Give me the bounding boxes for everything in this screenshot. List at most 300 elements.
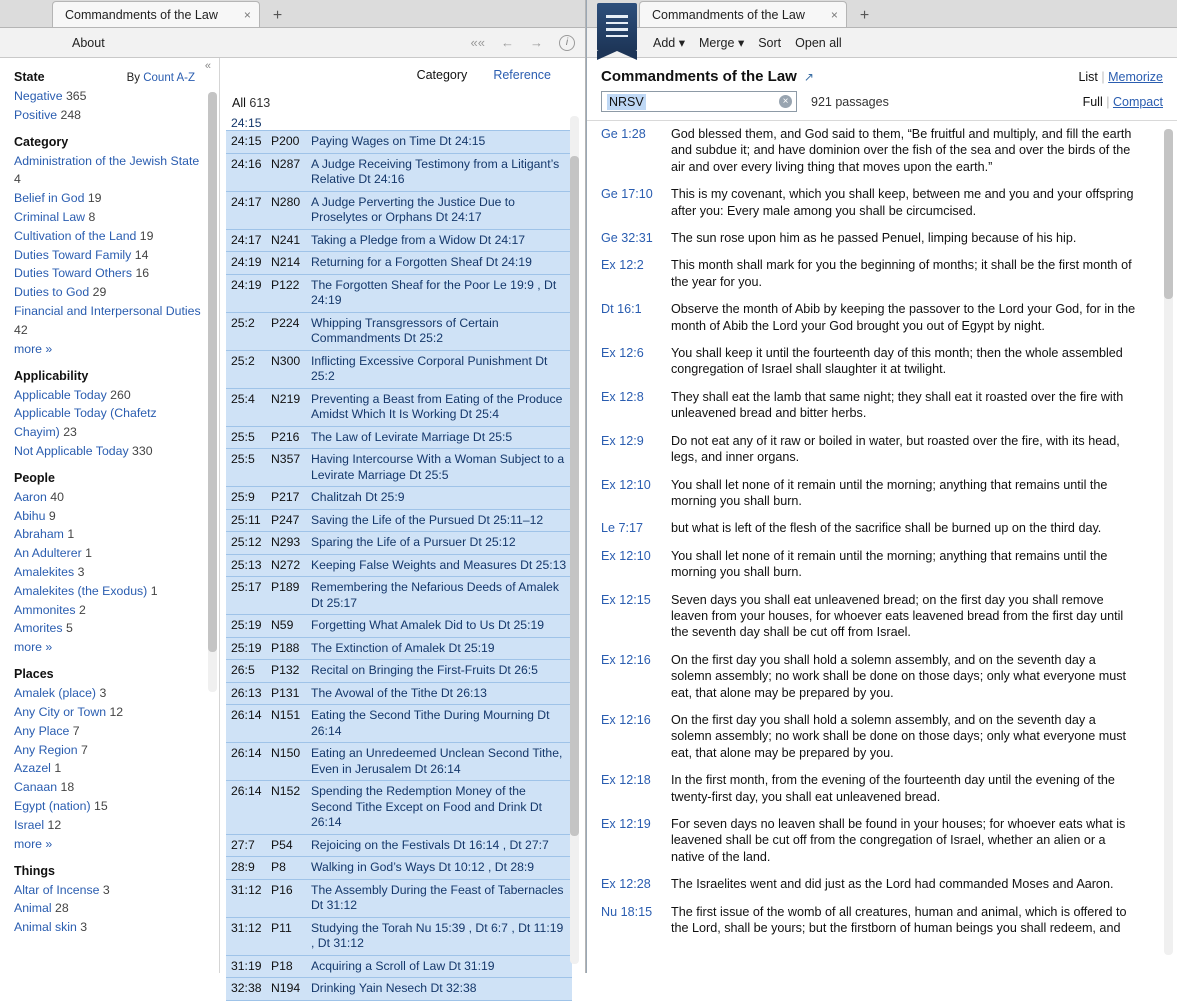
facet-group-category-title: Category xyxy=(14,134,69,149)
row-code: P200 xyxy=(266,131,306,154)
sort-by-label: By xyxy=(126,71,141,84)
table-row[interactable] xyxy=(226,131,572,154)
row-code: P216 xyxy=(266,426,306,449)
row-reference: 24:19 xyxy=(226,252,266,275)
merge-menu[interactable] xyxy=(699,35,744,50)
facet-label: Belief in God xyxy=(14,191,85,206)
right-tab-strip xyxy=(587,0,1177,28)
verse-reference[interactable]: Ex 12:10 xyxy=(601,477,651,492)
list-item[interactable] xyxy=(587,871,1162,898)
facet-count: 1 xyxy=(54,761,62,776)
table-row[interactable] xyxy=(226,509,572,532)
verse-reference[interactable]: Nu 18:15 xyxy=(601,904,653,919)
row-code: P122 xyxy=(266,274,306,312)
row-title[interactable]: The Avowal of the Tithe Dt 26:13 xyxy=(306,682,572,705)
left-tab-label: Commandments of the Law xyxy=(65,7,218,22)
facet-item-positive[interactable] xyxy=(14,106,219,125)
verse-reference[interactable]: Ge 17:10 xyxy=(601,187,653,202)
row-title[interactable]: Recital on Bringing the First-Fruits Dt 26:5 xyxy=(306,660,572,683)
row-reference: 27:7 xyxy=(226,834,266,857)
row-code: N241 xyxy=(266,229,306,252)
list-item[interactable] xyxy=(587,121,1162,181)
table-row[interactable] xyxy=(226,350,572,388)
row-reference: 32:38 xyxy=(226,978,266,1001)
row-code: P189 xyxy=(266,577,306,615)
row-reference: 26:14 xyxy=(226,705,266,743)
left-window xyxy=(0,0,586,995)
table-row[interactable] xyxy=(226,637,572,660)
row-title[interactable]: Having Intercourse With a Woman Subject to a Levirate Marriage Dt 25:5 xyxy=(306,449,572,487)
verse-reference[interactable]: Ge 32:31 xyxy=(601,231,653,246)
row-code: P188 xyxy=(266,637,306,660)
table-row[interactable] xyxy=(226,743,572,781)
facet-more-places[interactable]: more » xyxy=(14,836,53,851)
row-reference: 25:17 xyxy=(226,577,266,615)
facet-label: An Adulterer xyxy=(14,546,82,561)
row-code: N214 xyxy=(266,252,306,275)
row-title[interactable]: Studying the Torah Nu 15:39 , Dt 6:7 , Dt 11:19 , Dt 31:12 xyxy=(306,917,572,955)
row-reference: 31:12 xyxy=(226,917,266,955)
tab-category[interactable]: Category xyxy=(416,68,468,82)
results-panel xyxy=(220,58,585,995)
facet-scrollbar[interactable] xyxy=(208,92,217,692)
verse-reference[interactable]: Ex 12:19 xyxy=(601,817,651,831)
facet-label: Abraham xyxy=(14,527,64,542)
facet-item-negative[interactable] xyxy=(14,87,219,106)
facet-count: 260 xyxy=(110,387,131,402)
close-icon[interactable]: × xyxy=(830,7,838,22)
verse-list xyxy=(587,120,1177,960)
facet-item-any-city[interactable] xyxy=(14,703,219,722)
close-icon[interactable]: × xyxy=(243,7,251,22)
verse-reference[interactable]: Ex 12:8 xyxy=(601,389,644,404)
row-title[interactable]: Drinking Yain Nesech Dt 32:38 xyxy=(306,978,572,1001)
row-code: P11 xyxy=(266,917,306,955)
view-mode-toggle: List | Memorize xyxy=(1078,69,1163,84)
row-code: P224 xyxy=(266,312,306,350)
verse-text: You shall let none of it remain until the morning; anything that remains until the morning you shall burn. xyxy=(671,548,1108,580)
row-code: P16 xyxy=(266,879,306,917)
verse-scrollbar[interactable] xyxy=(1164,129,1173,955)
facet-count: 16 xyxy=(135,266,150,281)
row-title[interactable]: Rejoicing on the Festivals Dt 16:14 , Dt 27:7 xyxy=(306,834,572,857)
table-row[interactable] xyxy=(226,449,572,487)
row-title[interactable]: Preventing a Beast from Eating of the Produce Amidst Which It Is Working Dt 25:4 xyxy=(306,388,572,426)
facet-count: 42 xyxy=(14,322,28,337)
row-reference: 25:9 xyxy=(226,487,266,510)
row-title[interactable]: Saving the Life of the Pursued Dt 25:11–12 xyxy=(306,509,572,532)
new-tab-button[interactable]: + xyxy=(859,7,870,24)
row-reference: 26:14 xyxy=(226,743,266,781)
list-item[interactable] xyxy=(587,707,1162,767)
facet-item-any-place[interactable] xyxy=(14,722,219,741)
facet-item-abraham[interactable] xyxy=(14,525,219,544)
facet-item-criminal-law[interactable] xyxy=(14,208,219,227)
facet-item-applicable-chafetz[interactable] xyxy=(14,404,219,442)
verse-reference[interactable]: Ge 1:28 xyxy=(601,127,646,141)
verse-reference[interactable]: Ex 12:9 xyxy=(601,433,644,448)
list-item[interactable] xyxy=(587,225,1162,252)
results-all-count: 613 xyxy=(249,96,271,110)
table-row[interactable] xyxy=(226,532,572,555)
row-title[interactable]: Returning for a Forgotten Sheaf Dt 24:19 xyxy=(306,252,572,275)
facet-item-amalek-place[interactable] xyxy=(14,684,219,703)
row-code: N293 xyxy=(266,532,306,555)
facet-label: Egypt (nation) xyxy=(14,798,91,813)
verse-reference[interactable]: Ex 12:18 xyxy=(601,773,651,788)
facet-count: 29 xyxy=(92,285,107,300)
row-title[interactable]: Taking a Pledge from a Widow Dt 24:17 xyxy=(306,229,572,252)
row-code: P131 xyxy=(266,682,306,705)
facet-item-azazel[interactable] xyxy=(14,759,219,778)
verse-text: On the first day you shall hold a solemn assembly, and on the seventh day a solemn assembly; no work shall be done on those days; only what everyone must eat, that alone may be prepared by you. xyxy=(671,712,1127,760)
facet-group-places-title: Places xyxy=(14,667,54,682)
facet-count: 7 xyxy=(72,723,80,738)
row-reference: 25:4 xyxy=(226,388,266,426)
table-row[interactable] xyxy=(226,781,572,835)
facet-count: 19 xyxy=(139,228,154,243)
facet-item-duties-family[interactable] xyxy=(14,246,219,265)
facet-label: Azazel xyxy=(14,761,51,776)
list-item[interactable] xyxy=(587,515,1162,542)
list-item[interactable] xyxy=(587,181,1162,225)
back-icon[interactable]: ← xyxy=(501,35,514,50)
facet-item-amorites[interactable] xyxy=(14,619,219,638)
table-row[interactable] xyxy=(226,252,572,275)
row-title[interactable]: Keeping False Weights and Measures Dt 25:13 xyxy=(306,554,572,577)
row-reference: 26:5 xyxy=(226,660,266,683)
facet-label: Positive xyxy=(14,107,58,122)
verse-reference[interactable]: Le 7:17 xyxy=(601,521,644,536)
sort-alphabetical[interactable]: A-Z xyxy=(176,71,195,84)
table-row[interactable] xyxy=(226,857,572,880)
row-reference: 26:13 xyxy=(226,682,266,705)
right-tab[interactable] xyxy=(639,1,847,27)
facet-sort-controls xyxy=(127,72,195,84)
new-tab-button[interactable]: + xyxy=(272,7,283,24)
table-row[interactable] xyxy=(226,274,572,312)
facet-item-egypt[interactable] xyxy=(14,797,219,816)
row-title[interactable]: Forgetting What Amalek Did to Us Dt 25:19 xyxy=(306,615,572,638)
facet-item-financial[interactable] xyxy=(14,302,219,340)
facet-group-state-title: State xyxy=(14,70,45,84)
facet-item-israel[interactable] xyxy=(14,816,219,835)
facet-item-duties-to-god[interactable] xyxy=(14,283,219,302)
add-menu-label: Add xyxy=(653,36,676,50)
facet-item-any-region[interactable] xyxy=(14,741,219,760)
verse-text: Do not eat any of it raw or boiled in water, but roasted over the fire, with its head, legs, and inner organs. xyxy=(671,433,1120,465)
facet-label: Applicable Today (Chafetz Chayim) xyxy=(14,406,157,440)
row-title[interactable]: Acquiring a Scroll of Law Dt 31:19 xyxy=(306,955,572,978)
row-title[interactable]: Inflicting Excessive Corporal Punishment Dt 25:2 xyxy=(306,350,572,388)
add-menu[interactable] xyxy=(653,35,685,50)
verse-reference[interactable]: Dt 16:1 xyxy=(601,302,642,317)
results-scrollbar[interactable] xyxy=(570,116,579,964)
facet-count: 19 xyxy=(87,191,102,206)
results-table xyxy=(226,130,572,1001)
facet-count: 12 xyxy=(109,704,124,719)
list-item[interactable] xyxy=(587,428,1162,472)
facet-group-applicability-title: Applicability xyxy=(14,368,89,383)
row-title[interactable]: Chalitzah Dt 25:9 xyxy=(306,487,572,510)
about-menu[interactable]: About xyxy=(72,35,105,50)
density-toggle: Full | Compact xyxy=(1082,94,1163,109)
verse-reference[interactable]: Ex 12:2 xyxy=(601,258,644,273)
facet-count: 3 xyxy=(99,686,107,701)
list-item[interactable] xyxy=(587,647,1162,707)
view-list-option[interactable]: List xyxy=(1078,69,1098,84)
facet-count: 1 xyxy=(85,546,92,561)
facet-count: 7 xyxy=(81,742,88,757)
results-all-row[interactable] xyxy=(220,92,585,116)
facet-item-amalekites-exodus[interactable] xyxy=(14,582,219,601)
facet-label: Animal xyxy=(14,901,52,916)
merge-menu-label: Merge xyxy=(699,36,735,50)
verse-text: This is my covenant, which you shall keep, between me and you and your offspring after you: Every male among you shall be circumcised. xyxy=(671,187,1134,218)
row-reference: 25:5 xyxy=(226,449,266,487)
facet-item-applicable-today[interactable] xyxy=(14,386,219,405)
row-title[interactable]: Eating an Unredeemed Unclean Second Tithe, Even in Jerusalem Dt 26:14 xyxy=(306,743,572,781)
facet-label: Any Region xyxy=(14,742,78,757)
row-title[interactable]: The Law of Levirate Marriage Dt 25:5 xyxy=(306,426,572,449)
row-reference: 25:2 xyxy=(226,312,266,350)
facet-label: Criminal Law xyxy=(14,209,86,224)
view-compact-option[interactable]: Compact xyxy=(1112,94,1163,109)
verse-text: On the first day you shall hold a solemn assembly, and on the seventh day a solemn assembly; no work shall be done on those days; only what everyone must eat, that alone may be prepared by you. xyxy=(671,652,1127,700)
row-reference: 24:16 xyxy=(226,153,266,191)
facet-label: Duties to God xyxy=(14,285,90,300)
collapse-sidebar-icon[interactable]: « xyxy=(204,60,211,72)
verse-text: God blessed them, and God said to them, “Be fruitful and multiply, and fill the earth and subdue it; and have dominion over the fish of the sea and over the birds of the air and over every living thing that moves upon the earth.” xyxy=(671,127,1132,174)
facet-label: Amalek (place) xyxy=(14,686,97,701)
verse-reference[interactable]: Ex 12:10 xyxy=(601,548,651,563)
facet-count: 9 xyxy=(48,508,56,523)
table-row[interactable] xyxy=(226,487,572,510)
table-row[interactable] xyxy=(226,978,572,1001)
verse-text: The sun rose upon him as he passed Penuel, limping because of his hip. xyxy=(671,231,1077,246)
row-reference: 25:11 xyxy=(226,509,266,532)
facet-count: 3 xyxy=(77,564,85,579)
row-reference: 25:19 xyxy=(226,615,266,638)
info-icon[interactable]: i xyxy=(559,35,575,51)
table-row[interactable] xyxy=(226,388,572,426)
facet-item-cultivation[interactable] xyxy=(14,227,219,246)
row-reference: 28:9 xyxy=(226,857,266,880)
list-item[interactable] xyxy=(587,899,1162,943)
passage-count: 921 passages xyxy=(811,94,889,109)
facet-label: Amalekites (the Exodus) xyxy=(14,583,148,598)
table-row[interactable] xyxy=(226,834,572,857)
sort-button[interactable]: Sort xyxy=(758,35,782,50)
left-toolbar-nav xyxy=(471,35,575,51)
row-title[interactable]: Eating the Second Tithe During Mourning Dt 26:14 xyxy=(306,705,572,743)
chevron-down-icon: ▾ xyxy=(678,36,686,50)
results-tabs xyxy=(220,58,585,92)
list-item[interactable] xyxy=(587,767,1162,811)
facet-item-amalekites[interactable] xyxy=(14,563,219,582)
facet-group-things-title: Things xyxy=(14,863,55,878)
facet-count: 14 xyxy=(134,247,149,262)
facet-label: Animal skin xyxy=(14,920,77,935)
facet-label: Any Place xyxy=(14,723,70,738)
right-search-row xyxy=(587,89,1177,120)
row-title[interactable]: A Judge Receiving Testimony from a Litigant’s Relative Dt 24:16 xyxy=(306,153,572,191)
list-item[interactable] xyxy=(587,811,1162,871)
row-code: N194 xyxy=(266,978,306,1001)
chevron-down-icon: ▾ xyxy=(737,36,745,50)
row-code: N280 xyxy=(266,191,306,229)
table-row[interactable] xyxy=(226,229,572,252)
facet-item-aaron[interactable] xyxy=(14,488,219,507)
search-input-value: NRSV xyxy=(609,94,644,109)
row-code: N287 xyxy=(266,153,306,191)
row-code: P217 xyxy=(266,487,306,510)
facet-label: Duties Toward Family xyxy=(14,247,132,262)
list-item[interactable] xyxy=(587,384,1162,428)
row-reference: 24:15 xyxy=(226,131,266,154)
facet-label: Amalekites xyxy=(14,564,75,579)
list-item[interactable] xyxy=(587,296,1162,340)
facet-count: 23 xyxy=(63,425,77,440)
view-memorize-option[interactable]: Memorize xyxy=(1108,69,1163,84)
row-code: N150 xyxy=(266,743,306,781)
open-all-button[interactable]: Open all xyxy=(795,35,842,50)
row-title[interactable]: The Extinction of Amalek Dt 25:19 xyxy=(306,637,572,660)
row-reference: 24:17 xyxy=(226,229,266,252)
facet-label: Amorites xyxy=(14,621,63,636)
list-item[interactable] xyxy=(587,543,1162,587)
table-row[interactable] xyxy=(226,682,572,705)
right-tab-label: Commandments of the Law xyxy=(652,7,805,22)
verse-reference[interactable]: Ex 12:6 xyxy=(601,346,644,361)
facet-label: Canaan xyxy=(14,780,58,795)
left-tab[interactable] xyxy=(52,1,260,27)
facet-more-people[interactable]: more » xyxy=(14,640,53,655)
row-title[interactable]: Remembering the Nefarious Deeds of Amalek Dt 25:17 xyxy=(306,577,572,615)
row-title[interactable]: Spending the Redemption Money of the Second Tithe Except on Food and Drink Dt 26:14 xyxy=(306,781,572,835)
view-full-option[interactable]: Full xyxy=(1082,94,1103,109)
row-reference: 24:19 xyxy=(226,274,266,312)
verse-text: Seven days you shall eat unleavened bread; on the first day you shall remove leaven from your houses, for whoever eats leavened bread from the first day until the seventh day shall be cut off from Israel. xyxy=(671,592,1124,640)
facet-label: Negative xyxy=(14,89,63,103)
row-reference: 25:13 xyxy=(226,554,266,577)
row-reference: 25:2 xyxy=(226,350,266,388)
row-code: N300 xyxy=(266,350,306,388)
row-reference: 25:5 xyxy=(226,426,266,449)
sort-by-count[interactable]: Count xyxy=(143,71,174,84)
facet-item-an-adulterer[interactable] xyxy=(14,544,219,563)
facet-item-altar-of-incense[interactable] xyxy=(14,881,219,900)
results-all-label: All xyxy=(232,96,246,110)
close-icon[interactable]: × xyxy=(779,95,792,108)
facet-item-belief-in-god[interactable] xyxy=(14,189,219,208)
verse-reference[interactable]: Ex 12:15 xyxy=(601,592,651,607)
row-title[interactable]: Paying Wages on Time Dt 24:15 xyxy=(306,131,572,154)
facet-item-abihu[interactable] xyxy=(14,507,219,526)
table-row[interactable] xyxy=(226,615,572,638)
row-title[interactable]: The Assembly During the Feast of Tabernacles Dt 31:12 xyxy=(306,879,572,917)
facet-label: Abihu xyxy=(14,508,46,523)
table-row[interactable] xyxy=(226,312,572,350)
row-title[interactable]: Whipping Transgressors of Certain Commandments Dt 25:2 xyxy=(306,312,572,350)
facet-count: 330 xyxy=(132,443,153,458)
facet-count: 3 xyxy=(102,882,110,897)
facet-label: Cultivation of the Land xyxy=(14,228,137,243)
facet-item-canaan[interactable] xyxy=(14,778,219,797)
facet-item-not-applicable[interactable] xyxy=(14,442,219,461)
expand-icon[interactable]: ↗ xyxy=(803,69,814,84)
facet-count: 2 xyxy=(78,602,86,617)
facet-group-people-title: People xyxy=(14,470,55,485)
table-row[interactable] xyxy=(226,955,572,978)
table-row[interactable] xyxy=(226,705,572,743)
search-input[interactable] xyxy=(601,91,797,112)
verse-text: In the first month, from the evening of the fourteenth day until the evening of the twenty-first day, you shall eat unleavened bread. xyxy=(671,773,1115,804)
row-code: N272 xyxy=(266,554,306,577)
verse-text: This month shall mark for you the beginning of months; it shall be the first month of the year for you. xyxy=(671,258,1132,289)
row-code: P247 xyxy=(266,509,306,532)
facet-label: Applicable Today xyxy=(14,387,107,402)
verse-reference[interactable]: Ex 12:16 xyxy=(601,712,651,727)
table-row[interactable] xyxy=(226,577,572,615)
facet-item-animal-skin[interactable] xyxy=(14,918,219,937)
facet-label: Israel xyxy=(14,817,45,832)
first-page-icon[interactable]: «« xyxy=(470,35,485,50)
verse-text: The first issue of the womb of all creatures, human and animal, which is offered to the Lord, shall be yours; but the firstborn of human beings you shall redeem, and xyxy=(671,904,1127,936)
facet-item-duties-others[interactable] xyxy=(14,264,219,283)
list-item[interactable] xyxy=(587,472,1162,516)
facet-count: 248 xyxy=(60,107,82,122)
verse-reference[interactable]: Ex 12:16 xyxy=(601,652,651,667)
table-row[interactable] xyxy=(226,426,572,449)
facet-more-category[interactable]: more » xyxy=(14,341,53,356)
forward-icon[interactable]: → xyxy=(530,35,543,50)
facet-label: Administration of the Jewish State xyxy=(14,153,200,168)
table-row[interactable] xyxy=(226,153,572,191)
table-row[interactable] xyxy=(226,191,572,229)
row-title[interactable]: A Judge Perverting the Justice Due to Proselytes or Orphans Dt 24:17 xyxy=(306,191,572,229)
row-title[interactable]: Walking in God’s Ways Dt 10:12 , Dt 28:9 xyxy=(306,857,572,880)
left-toolbar xyxy=(0,28,585,58)
list-item[interactable] xyxy=(587,340,1162,384)
list-item[interactable] xyxy=(587,587,1162,647)
verse-reference[interactable]: Ex 12:28 xyxy=(601,877,651,892)
row-reference: 25:12 xyxy=(226,532,266,555)
facet-count: 1 xyxy=(150,583,158,598)
table-row[interactable] xyxy=(226,879,572,917)
verse-text: They shall eat the lamb that same night; they shall eat it roasted over the fire with unleavened bread and bitter herbs. xyxy=(671,389,1124,421)
facet-label: Altar of Incense xyxy=(14,882,100,897)
tab-reference[interactable]: Reference xyxy=(493,68,551,82)
table-row[interactable] xyxy=(226,554,572,577)
right-title-row xyxy=(587,58,1177,89)
facet-count: 3 xyxy=(80,920,88,935)
table-row[interactable] xyxy=(226,917,572,955)
row-reference: 25:19 xyxy=(226,637,266,660)
table-row[interactable] xyxy=(226,660,572,683)
left-body xyxy=(0,58,585,995)
row-title[interactable]: The Forgotten Sheaf for the Poor Le 19:9 , Dt 24:19 xyxy=(306,274,572,312)
facet-item-animal[interactable] xyxy=(14,899,219,918)
facet-item-administration[interactable] xyxy=(14,152,219,190)
facet-item-ammonites[interactable] xyxy=(14,601,219,620)
facet-label: Ammonites xyxy=(14,602,76,617)
facet-count: 5 xyxy=(65,621,73,636)
row-title[interactable]: Sparing the Life of a Pursuer Dt 25:12 xyxy=(306,532,572,555)
row-code: P8 xyxy=(266,857,306,880)
verse-table xyxy=(587,121,1162,942)
list-item[interactable] xyxy=(587,252,1162,296)
